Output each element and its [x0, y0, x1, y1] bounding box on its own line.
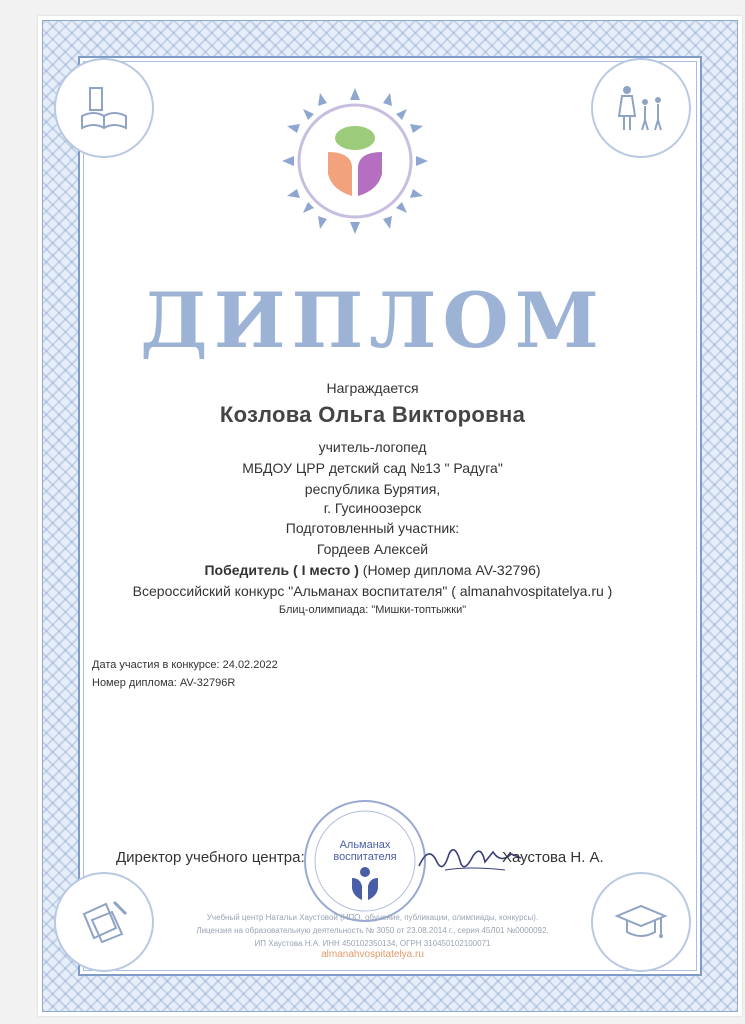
almanac-stamp [300, 796, 430, 926]
footer-website-link[interactable]: almanahvospitatelya.ru [321, 949, 424, 960]
footer-license: Лицензия на образовательную деятельность № 3050 от 23.08.2014 г., серия 45Л01 №0000092. [196, 926, 549, 935]
result-number: (Номер диплома AV-32796) [358, 562, 541, 578]
recipient-region: республика Бурятия, [304, 481, 441, 497]
svg-text:Альманах: Альманах [339, 839, 391, 851]
recipient-city: г. Гусиноозерск [323, 500, 422, 516]
director-name: Хаустова Н. А. [502, 849, 604, 866]
footer-center-info: Учебный центр Натальи Хаустовой (НПО, обучение, публикации, олимпиады, конкурсы). [206, 913, 539, 922]
almanac-emblem-logo [280, 86, 430, 236]
awarded-label: Награждается [326, 380, 419, 396]
olympiad-name: Блиц-олимпиада: "Мишки-топтыжки" [278, 604, 467, 616]
svg-text:воспитателя: воспитателя [333, 851, 397, 863]
diploma-number: Номер диплома: AV-32796R [92, 677, 236, 689]
recipient-institution: МБДОУ ЦРР детский сад №13 " Радуга" [242, 460, 503, 476]
recipient-name: Козлова Ольга Викторовна [219, 402, 526, 427]
diploma-title: ДИПЛОМ [140, 276, 605, 365]
footer-registration: ИП Хаустова Н.А. ИНН 450102350134, ОГРН 310450102100071 [254, 939, 491, 948]
contest-name: Всероссийский конкурс "Альманах воспитателя" ( almanahvospitatelya.ru ) [132, 583, 613, 599]
result-line [0, 562, 745, 578]
director-label: Директор учебного центра: [116, 849, 305, 866]
participant-name: Гордеев Алексей [316, 541, 429, 557]
family-icon [591, 58, 691, 158]
recipient-position: учитель-логопед [318, 439, 427, 455]
participation-date: Дата участия в конкурсе: 24.02.2022 [92, 659, 278, 671]
book-icon [54, 58, 154, 158]
prepared-participant-label: Подготовленный участник: [285, 520, 460, 536]
result-place: Победитель ( I место ) [204, 562, 359, 578]
